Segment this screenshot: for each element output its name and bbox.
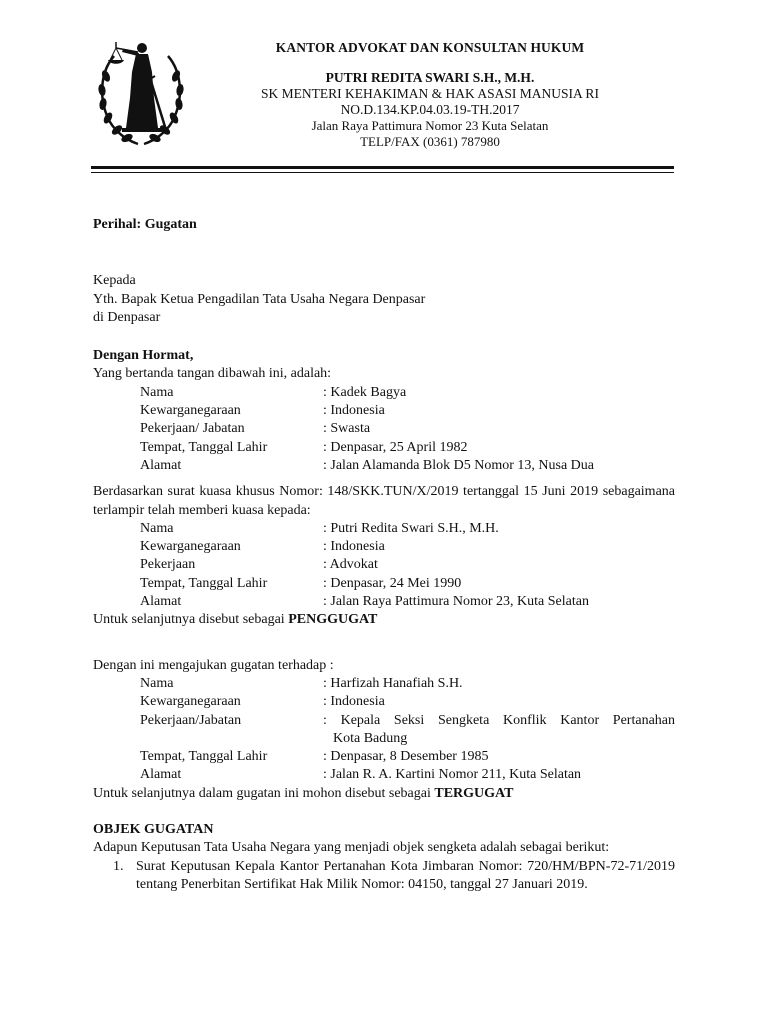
firm-name: KANTOR ADVOKAT DAN KONSULTAN HUKUM <box>275 40 585 55</box>
detail-value: : Denpasar, 8 Desember 1985 <box>323 749 489 765</box>
detail-value: : Denpasar, 25 April 1982 <box>323 439 468 455</box>
letterhead-divider-thick <box>91 166 674 169</box>
detail-label: Alamat <box>140 457 182 473</box>
defendant-term: TERGUGAT <box>434 785 514 801</box>
detail-label: Tempat, Tanggal Lahir <box>140 749 268 765</box>
detail-row <box>93 748 675 766</box>
detail-value: : Jalan Alamanda Blok D5 Nomor 13, Nusa Dua <box>323 457 595 473</box>
detail-row <box>93 402 675 420</box>
letter-body <box>93 216 675 894</box>
detail-label: Tempat, Tanggal Lahir <box>140 439 268 455</box>
detail-row <box>93 538 675 556</box>
detail-value: : Kadek Bagya <box>323 384 407 400</box>
detail-row <box>93 420 675 438</box>
detail-value: : Jalan Raya Pattimura Nomor 23, Kuta Selatan <box>323 594 589 610</box>
defendant-note <box>93 785 675 803</box>
plaintiff-note <box>93 611 675 629</box>
recipient-line-2: Yth. Bapak Ketua Pengadilan Tata Usaha Negara Denpasar <box>93 291 426 307</box>
detail-label: Nama <box>140 675 174 691</box>
decree-number: NO.D.134.KP.04.03.19-TH.2017 <box>340 102 520 117</box>
detail-row <box>93 384 675 402</box>
letterhead <box>185 40 675 150</box>
detail-row <box>93 556 675 574</box>
detail-value: : Swasta <box>323 421 371 437</box>
list-item <box>93 858 675 895</box>
lady-justice-logo-icon <box>92 38 190 146</box>
defendant-details <box>93 675 675 785</box>
detail-value: : Jalan R. A. Kartini Nomor 211, Kuta Selatan <box>323 767 582 783</box>
detail-row <box>93 439 675 457</box>
detail-row <box>93 675 675 693</box>
detail-label: Alamat <box>140 594 182 610</box>
detail-row <box>93 712 675 730</box>
detail-value: : Kepala Seksi Sengketa Konflik Kantor Pertanahan <box>323 712 675 728</box>
detail-value: : Putri Redita Swari S.H., M.H. <box>323 520 499 536</box>
detail-label: Pekerjaan <box>140 557 196 573</box>
detail-label: Alamat <box>140 767 182 783</box>
subject-line: Perihal: Gugatan <box>93 217 197 232</box>
detail-row <box>93 575 675 593</box>
object-intro: Adapun Keputusan Tata Usaha Negara yang menjadi objek sengketa adalah sebagai berikut: <box>93 840 610 856</box>
principal-details <box>93 384 675 475</box>
detail-value: : Advokat <box>323 557 378 573</box>
list-item-number: 1. <box>113 858 124 874</box>
object-heading: OBJEK GUGATAN <box>93 822 214 838</box>
detail-label: Kewarganegaraan <box>140 694 241 710</box>
power-of-attorney-text: Berdasarkan surat kuasa khusus Nomor: 148/SKK.TUN/X/2019 tertanggal 15 Juni 2019 sebagaimana terlampir telah memberi kuasa kepada: <box>93 484 675 518</box>
plaintiff-term: PENGGUGAT <box>288 612 378 628</box>
detail-label: Tempat, Tanggal Lahir <box>140 575 268 591</box>
against-intro: Dengan ini mengajukan gugatan terhadap : <box>93 657 334 673</box>
detail-row <box>93 766 675 784</box>
detail-row <box>93 593 675 611</box>
office-phone: TELP/FAX (0361) 787980 <box>360 134 500 149</box>
detail-value: : Indonesia <box>323 694 385 710</box>
defendant-note-text: Untuk selanjutnya dalam gugatan ini mohon disebut sebagai <box>93 785 435 801</box>
list-item-text: Surat Keputusan Kepala Kantor Pertanahan Kota Jimbaran Nomor: 720/HM/BPN-72-71/2019 tentang Penerbitan Sertifikat Hak Milik Nomor: 04150, tanggal 27 Januari 2019. <box>136 858 675 892</box>
detail-value: : Indonesia <box>323 539 385 555</box>
detail-value: : Indonesia <box>323 403 385 419</box>
decree-title: SK MENTERI KEHAKIMAN & HAK ASASI MANUSIA RI <box>261 86 599 101</box>
detail-label: Pekerjaan/Jabatan <box>140 712 242 728</box>
detail-value-continued: Kota Badung <box>333 730 408 746</box>
detail-row-continued <box>93 730 675 748</box>
intro-text: Yang bertanda tangan dibawah ini, adalah: <box>93 366 332 382</box>
lawyer-name: PUTRI REDITA SWARI S.H., M.H. <box>325 70 535 85</box>
greeting: Dengan Hormat, <box>93 348 194 364</box>
detail-label: Kewarganegaraan <box>140 539 241 555</box>
detail-row <box>93 520 675 538</box>
plaintiff-note-text: Untuk selanjutnya disebut sebagai <box>93 612 289 628</box>
detail-label: Nama <box>140 520 174 536</box>
attorney-details <box>93 520 675 611</box>
office-address: Jalan Raya Pattimura Nomor 23 Kuta Selatan <box>311 118 549 133</box>
recipient-line-3: di Denpasar <box>93 309 161 325</box>
recipient-line-1: Kepada <box>93 273 136 289</box>
detail-label: Pekerjaan/ Jabatan <box>140 421 245 437</box>
detail-row <box>93 457 675 475</box>
detail-label: Nama <box>140 384 174 400</box>
detail-value: : Harfizah Hanafiah S.H. <box>323 675 463 691</box>
detail-value: : Denpasar, 24 Mei 1990 <box>323 575 462 591</box>
detail-row <box>93 693 675 711</box>
letterhead-divider-thin <box>91 172 674 173</box>
detail-label: Kewarganegaraan <box>140 403 241 419</box>
